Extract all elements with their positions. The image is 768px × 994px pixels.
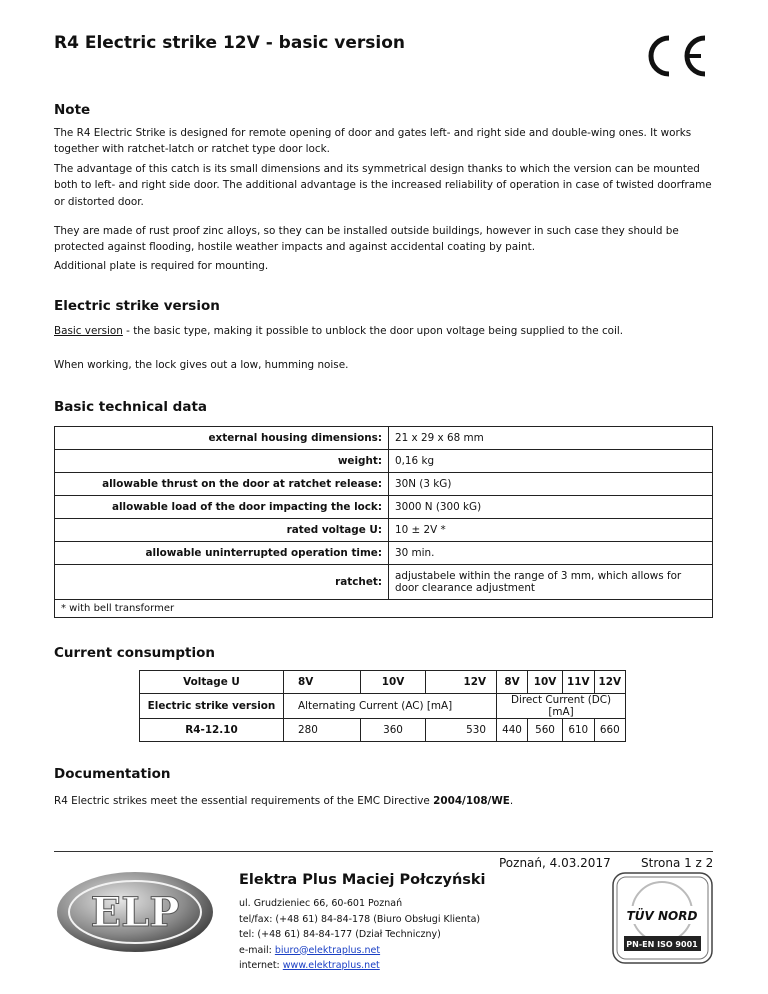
current-heading: Current consumption <box>54 645 215 661</box>
ac-label: Alternating Current (AC) [mA] <box>284 694 497 719</box>
tech-value: adjustabele within the range of 3 mm, which allows for door clearance adjustment <box>389 565 713 600</box>
ac-voltage: 10V <box>361 671 426 694</box>
version-heading: Electric strike version <box>54 298 220 314</box>
website-link[interactable]: www.elektraplus.net <box>282 960 380 971</box>
directive-number: 2004/108/WE <box>433 795 510 807</box>
table-row <box>140 694 626 719</box>
elp-logo-icon <box>55 868 215 956</box>
basic-version-text: - the basic type, making it possible to unblock the door upon voltage being supplied to the coil. <box>122 325 624 337</box>
table-row <box>55 542 713 565</box>
dc-value: 610 <box>563 719 595 742</box>
logo-lettering: ELP <box>90 889 180 936</box>
table-row <box>140 719 626 742</box>
table-row <box>55 450 713 473</box>
email-label: e-mail: <box>239 944 275 956</box>
place-date: Poznań, 4.03.2017 <box>499 856 611 870</box>
basic-version-link[interactable]: Basic version <box>54 325 123 337</box>
basic-version-paragraph <box>54 323 724 339</box>
website-line <box>239 958 480 974</box>
model-label: R4-12.10 <box>140 719 284 742</box>
tel-line: tel: (+48 61) 84-84-177 (Dział Techniczny) <box>239 929 441 940</box>
tech-value: 30 min. <box>389 542 713 565</box>
tel-fax-line: tel/fax: (+48 61) 84-84-178 (Biuro Obsługi Klienta) <box>239 913 481 925</box>
tech-key: rated voltage U: <box>55 519 389 542</box>
dc-voltage: 10V <box>528 671 563 694</box>
tech-value: 3000 N (300 kG) <box>389 496 713 519</box>
ac-value: 530 <box>426 719 497 742</box>
tech-value: 30N (3 kG) <box>389 473 713 496</box>
page-number: Strona 1 z 2 <box>641 856 714 870</box>
company-name: Elektra Plus Maciej Połczyński <box>239 872 486 888</box>
page-title: R4 Electric strike 12V - basic version <box>54 33 405 53</box>
tech-key: ratchet: <box>55 565 389 600</box>
documentation-heading: Documentation <box>54 766 171 782</box>
ce-mark-icon <box>643 34 713 78</box>
dc-voltage: 8V <box>497 671 528 694</box>
table-row <box>55 565 713 600</box>
tech-key: external housing dimensions: <box>55 427 389 450</box>
cert-standard: PN-EN ISO 9001 <box>626 940 698 949</box>
dc-voltage: 11V <box>563 671 595 694</box>
table-row <box>55 496 713 519</box>
tech-key: weight: <box>55 450 389 473</box>
tech-value: 0,16 kg <box>389 450 713 473</box>
dc-value: 660 <box>594 719 626 742</box>
ac-voltage: 8V <box>284 671 361 694</box>
voltage-label: Voltage U <box>140 671 284 694</box>
note-paragraph-3: They are made of rust proof zinc alloys, so they can be installed outside buildings, however in such case they should be protected against flooding, hostile weather impacts and against accidental coating by paint. <box>54 225 679 254</box>
tech-value: 10 ± 2V * <box>389 519 713 542</box>
table-row <box>55 519 713 542</box>
ac-value: 280 <box>284 719 361 742</box>
dc-value: 440 <box>497 719 528 742</box>
documentation-text: R4 Electric strikes meet the essential requirements of the EMC Directive <box>54 795 434 807</box>
address-line: ul. Grudzieniec 66, 60-601 Poznań <box>239 898 403 909</box>
email-line <box>239 943 480 959</box>
documentation-text-end: . <box>509 795 514 807</box>
dc-voltage: 12V <box>594 671 626 694</box>
email-link[interactable]: biuro@elektraplus.net <box>274 944 381 956</box>
note-paragraph-4: Additional plate is required for mounting. <box>54 260 269 272</box>
tech-key: allowable thrust on the door at ratchet release: <box>55 473 389 496</box>
ac-voltage: 12V <box>426 671 497 694</box>
tech-heading: Basic technical data <box>54 399 208 415</box>
tech-value: 21 x 29 x 68 mm <box>389 427 713 450</box>
note-paragraph-2: The advantage of this catch is its small dimensions and its symmetrical design thanks to which the version can be mounted both to left- and right side door. The additional advantage is the increased reliability of operation in case of twisted doorframe or distorted door. <box>54 163 712 208</box>
tech-data-table <box>54 426 713 618</box>
table-row <box>55 473 713 496</box>
ac-value: 360 <box>361 719 426 742</box>
table-footnote: * with bell transformer <box>55 600 713 618</box>
table-row <box>55 427 713 450</box>
dc-label: Direct Current (DC) [mA] <box>497 694 626 719</box>
cert-brand: TÜV NORD <box>626 909 698 923</box>
website-label: internet: <box>239 960 283 971</box>
table-row <box>140 671 626 694</box>
footer-divider <box>54 851 713 852</box>
tech-key: allowable load of the door impacting the lock: <box>55 496 389 519</box>
dc-value: 560 <box>528 719 563 742</box>
note-heading: Note <box>54 102 91 118</box>
documentation-paragraph <box>54 793 724 809</box>
tuv-nord-certificate-icon <box>612 872 713 964</box>
current-consumption-table <box>139 670 626 742</box>
company-address-block <box>239 896 480 974</box>
table-footnote-row <box>55 600 713 618</box>
note-paragraph-1: The R4 Electric Strike is designed for remote opening of door and gates left- and right side and double-wing ones. It works together with ratchet-latch or ratchet type door lock. <box>54 127 692 156</box>
tech-key: allowable uninterrupted operation time: <box>55 542 389 565</box>
version-label: Electric strike version <box>140 694 284 719</box>
noise-paragraph: When working, the lock gives out a low, humming noise. <box>54 359 349 371</box>
